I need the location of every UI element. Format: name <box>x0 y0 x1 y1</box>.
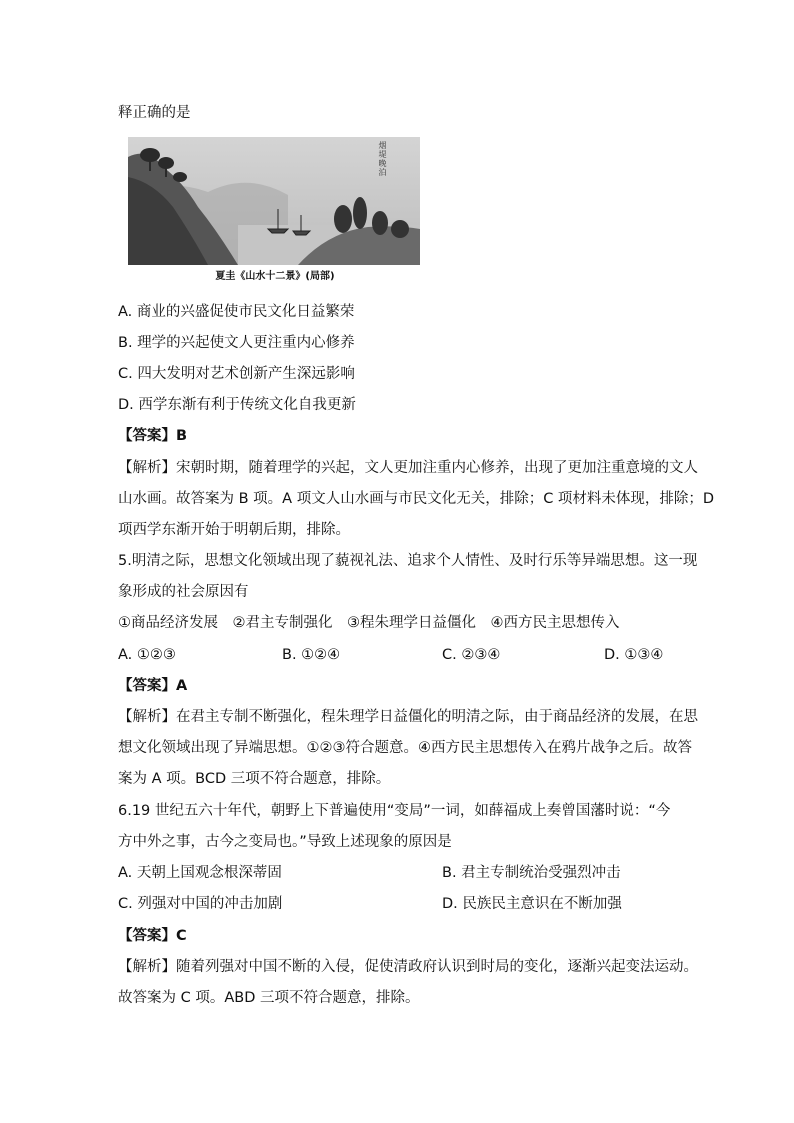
question-stem-continued: 释正确的是 <box>118 105 191 121</box>
q4-option-a: A. 商业的兴盛促使市民文化日益繁荣 <box>118 304 355 320</box>
q6-option-c: C. 列强对中国的冲击加剧 <box>118 896 283 912</box>
q5-stem-line-1: 5.明清之际，思想文化领域出现了藐视礼法、追求个人情性、及时行乐等异端思想。这一现 <box>118 553 698 569</box>
q6-stem-line-2: 方中外之事，古今之变局也。”导致上述现象的原因是 <box>118 834 452 850</box>
q6-option-d: D. 民族民主意识在不断加强 <box>442 896 622 912</box>
q5-option-b: B. ①②④ <box>282 647 341 663</box>
q6-answer: 【答案】C <box>118 928 187 944</box>
q5-analysis-line-1: 【解析】在君主专制不断强化，程朱理学日益僵化的明清之际，由于商品经济的发展，在思 <box>118 709 698 725</box>
q5-option-d: D. ①③④ <box>604 647 664 663</box>
q5-stem-line-2: 象形成的社会原因有 <box>118 584 249 600</box>
q5-option-a: A. ①②③ <box>118 647 176 663</box>
q4-option-c: C. 四大发明对艺术创新产生深远影响 <box>118 366 355 382</box>
q6-option-b: B. 君主专制统治受强烈冲击 <box>442 865 621 881</box>
q4-answer: 【答案】B <box>118 428 188 444</box>
q4-analysis-line-2: 山水画。故答案为 B 项。A 项文人山水画与市民文化无关，排除；C 项材料未体现，排除；D <box>118 491 715 507</box>
q6-analysis-line-2: 故答案为 C 项。ABD 三项不符合题意，排除。 <box>118 990 420 1006</box>
painting-inscription: 烟堤晚泊 <box>378 141 387 177</box>
q6-stem-line-1: 6.19 世纪五六十年代，朝野上下普遍使用“变局”一词，如薛福成上奏曾国藩时说：“今 <box>118 803 671 819</box>
q6-option-a: A. 天朝上国观念根深蒂固 <box>118 865 282 881</box>
q5-option-c: C. ②③④ <box>442 647 501 663</box>
q5-answer: 【答案】A <box>118 678 188 694</box>
q4-analysis-line-3: 项西学东渐开始于明朝后期，排除。 <box>118 522 350 538</box>
landscape-painting-image <box>128 137 420 265</box>
q5-items: ①商品经济发展 ②君主专制强化 ③程朱理学日益僵化 ④西方民主思想传入 <box>118 615 620 631</box>
q4-analysis-line-1: 【解析】宋朝时期，随着理学的兴起，文人更加注重内心修养，出现了更加注重意境的文人 <box>118 460 698 476</box>
q4-option-b: B. 理学的兴起使文人更注重内心修养 <box>118 335 355 351</box>
q6-analysis-line-1: 【解析】随着列强对中国不断的入侵，促使清政府认识到时局的变化，逐渐兴起变法运动。 <box>118 959 698 975</box>
figure-caption: 夏圭《山水十二景》(局部) <box>215 271 335 282</box>
q4-option-d: D. 西学东渐有利于传统文化自我更新 <box>118 397 356 413</box>
q5-analysis-line-3: 案为 A 项。BCD 三项不符合题意，排除。 <box>118 771 391 787</box>
q5-analysis-line-2: 想文化领域出现了异端思想。①②③符合题意。④西方民主思想传入在鸦片战争之后。故答 <box>118 740 692 756</box>
